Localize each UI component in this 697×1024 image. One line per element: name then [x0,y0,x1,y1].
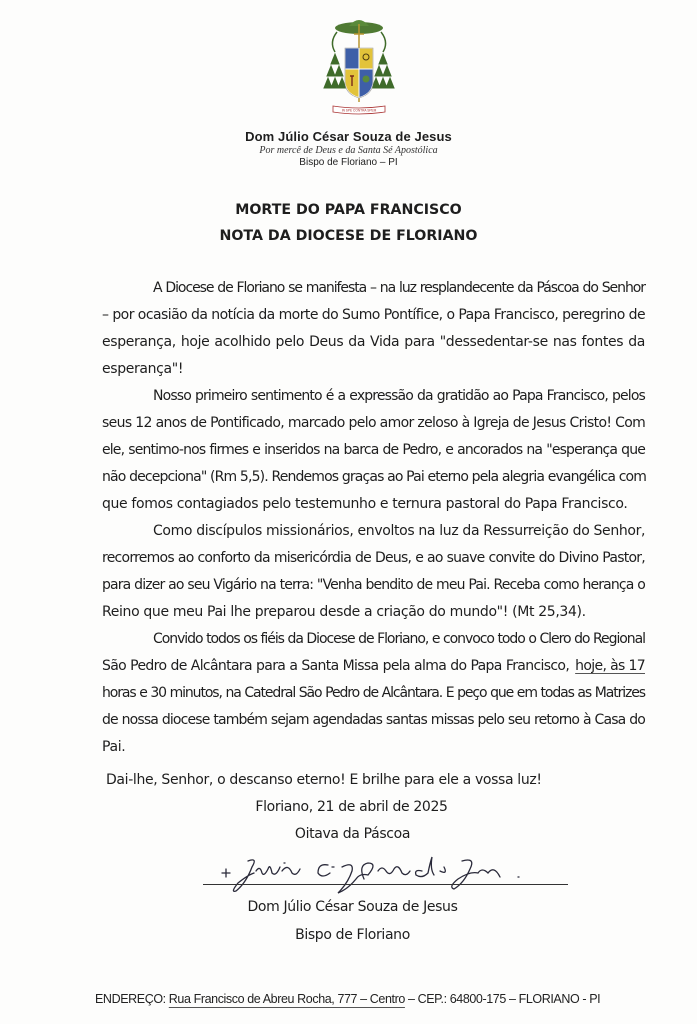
text-line: recorremos ao conforto da misericórdia de Deus, e ao suave convite do Divino Pastor, [102,550,645,566]
coat-of-arms-icon [323,12,395,118]
closing-prayer: Dai-lhe, Senhor, o descanso eterno! E brilhe para ele a vossa luz! [106,772,542,788]
address-street: Rua Francisco de Abreu Rocha, 777 – Centro [168,992,405,1006]
text-line: Reino que meu Pai lhe preparou desde a criação do mundo"! (Mt 25,34). [102,604,586,620]
signer-role: Bispo de Floriano [295,927,410,943]
shield-icon [345,48,373,98]
text-line: A Diocese de Floriano se manifesta – na luz resplandecente da Páscoa do Senhor [153,280,645,296]
document-title: MORTE DO PAPA FRANCISCO [235,202,462,218]
text-line: Nosso primeiro sentimento é a expressão da gratidão ao Papa Francisco, pelos [153,388,645,404]
handwritten-signature [218,853,548,895]
text-line: – por ocasião da notícia da morte do Sumo Pontífice, o Papa Francisco, peregrino de [102,307,646,323]
text-line: para dizer ao seu Vigário na terra: "Venha bendito de meu Pai. Receba como herança o [102,577,645,593]
text-line: ele, sentimo-nos firmes e inseridos na barca de Pedro, e ancorados na "esperança que [102,442,645,458]
text-line: Pai. [102,739,126,755]
svg-text:IN SPE CONTRA SPEM: IN SPE CONTRA SPEM [341,108,377,113]
bishop-name-header: Dom Júlio César Souza de Jesus [245,129,452,144]
text-line: esperança"! [102,361,184,377]
address-rest: – CEP.: 64800-175 – FLORIANO - PI [404,992,601,1006]
address-footer [95,992,600,1006]
motto-ribbon [333,106,385,114]
text-segment: São Pedro de Alcântara para a Santa Missa pela alma do Papa Francisco, [102,658,570,674]
text-line [102,657,645,675]
mass-time-highlight: hoje, às 17 [575,658,645,674]
signature-line [203,884,568,885]
signer-name: Dom Júlio César Souza de Jesus [247,899,458,915]
bishop-subtitle: Por mercê de Deus e da Santa Sé Apostólica [259,145,438,156]
document-subtitle: NOTA DA DIOCESE DE FLORIANO [219,228,478,244]
liturgical-day: Oitava da Páscoa [294,826,411,842]
place-date: Floriano, 21 de abril de 2025 [255,799,448,815]
text-line: horas e 30 minutos, na Catedral São Pedro de Alcântara. E peço que em todas as Matrizes [102,685,645,701]
text-line: Como discípulos missionários, envoltos na luz da Ressurreição do Senhor, [153,523,646,539]
bishop-role-header: Bispo de Floriano – PI [299,157,398,168]
text-line: de nossa diocese também sejam agendadas santas missas pelo seu retorno à Casa do [102,712,645,728]
text-line: Convido todos os fiéis da Diocese de Floriano, e convoco todo o Clero do Regional [153,631,645,647]
text-line: esperança, hoje acolhido pelo Deus da Vida para "dessedentar-se nas fontes da [102,334,645,350]
text-line: seus 12 anos de Pontificado, marcado pelo amor zeloso à Igreja de Jesus Cristo! Com [102,415,646,431]
text-line: não decepciona" (Rm 5,5). Rendemos graças ao Pai eterno pela alegria evangélica com [102,469,647,485]
address-label: ENDEREÇO: [95,992,166,1006]
text-line: que fomos contagiados pelo testemunho e ternura pastoral do Papa Francisco. [102,496,628,512]
